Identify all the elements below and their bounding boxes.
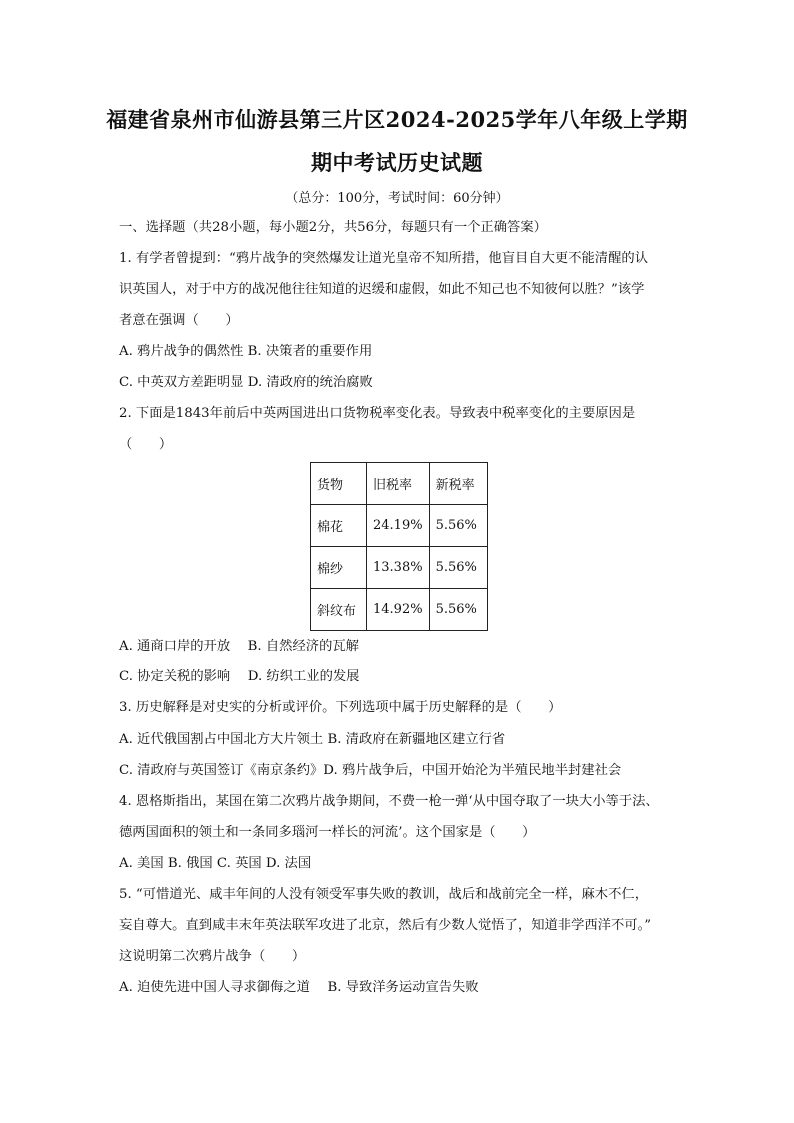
section-heading: 一、选择题（共28小题，每小题2分，共56分，每题只有一个正确答案） (119, 220, 547, 235)
table-header-cell: 货物 (311, 463, 367, 505)
q1-options-cd: C. 中英双方差距明显 D. 清政府的统治腐败 (119, 375, 373, 390)
table-cell: 13.38% (367, 547, 430, 589)
table-cell: 5.56% (429, 505, 487, 547)
exam-title-line1: 福建省泉州市仙游县第三片区2024-2025学年八年级上学期 (106, 107, 688, 132)
q2-options-cd: C. 协定关税的影响 D. 纺织工业的发展 (119, 669, 360, 684)
table-cell: 棉纱 (311, 547, 367, 589)
q1-stem-line1: 1. 有学者曾提到：“鸦片战争的突然爆发让道光皇帝不知所措，他盲目自大更不能清醒的认 (119, 251, 648, 266)
q2-options-ab: A. 通商口岸的开放 B. 自然经济的瓦解 (119, 639, 359, 654)
q5-options-ab: A. 迫使先进中国人寻求御侮之道 B. 导致洋务运动宣告失败 (119, 980, 479, 995)
q4-stem-line1: 4. 恩格斯指出，某国在第二次鸦片战争期间，不费一枪一弹‘从中国夺取了一块大小等于法、 (119, 794, 659, 809)
table-header-cell: 旧税率 (367, 463, 430, 505)
q2-stem-line1: 2. 下面是1843年前后中英两国进出口货物税率变化表。导致表中税率变化的主要原因是 (119, 406, 636, 421)
table-cell: 24.19% (367, 505, 430, 547)
table-row (311, 505, 488, 547)
table-cell: 5.56% (429, 547, 487, 589)
table-row (311, 547, 488, 589)
table-cell: 斜纹布 (311, 589, 367, 631)
q4-stem-line2: 德两国面积的领土和一条同多瑙河一样长的河流’。这个国家是（ ） (119, 825, 536, 840)
table-cell: 棉花 (311, 505, 367, 547)
table-row (311, 589, 488, 631)
table-cell: 5.56% (429, 589, 487, 631)
q3-options-cd: C. 清政府与英国签订《南京条约》D. 鸦片战争后，中国开始沦为半殖民地半封建社会 (119, 763, 622, 778)
q5-stem-line3: 这说明第二次鸦片战争（ ） (119, 949, 306, 964)
q5-stem-line1: 5. “可惜道光、咸丰年间的人没有领受军事失败的教训，战后和战前完全一样，麻木不仁， (119, 887, 648, 902)
exam-title-line2: 期中考试历史试题 (311, 150, 483, 175)
table-header-row (311, 463, 488, 505)
table-cell: 14.92% (367, 589, 430, 631)
table-header-cell: 新税率 (429, 463, 487, 505)
q1-stem-line2: 识英国人，对于中方的战况他往往知道的迟缓和虚假，如此不知己也不知彼何以胜？”该学 (119, 282, 645, 297)
q5-stem-line2: 妄自尊大。直到咸丰末年英法联军攻进了北京，然后有少数人觉悟了，知道非学西洋不可。” (119, 918, 652, 933)
q1-options-ab: A. 鸦片战争的偶然性 B. 决策者的重要作用 (119, 344, 373, 359)
q3-stem: 3. 历史解释是对史实的分析或评价。下列选项中属于历史解释的是（ ） (119, 700, 562, 715)
tax-rate-table (310, 462, 488, 631)
q2-stem-line2: （ ） (119, 437, 173, 452)
q4-options: A. 美国 B. 俄国 C. 英国 D. 法国 (119, 856, 312, 871)
q3-options-ab: A. 近代俄国割占中国北方大片领土 B. 清政府在新疆地区建立行省 (119, 732, 506, 747)
exam-subtitle: （总分：100分，考试时间：60分钟） (285, 191, 509, 206)
q1-stem-line3: 者意在强调（ ） (119, 313, 239, 328)
